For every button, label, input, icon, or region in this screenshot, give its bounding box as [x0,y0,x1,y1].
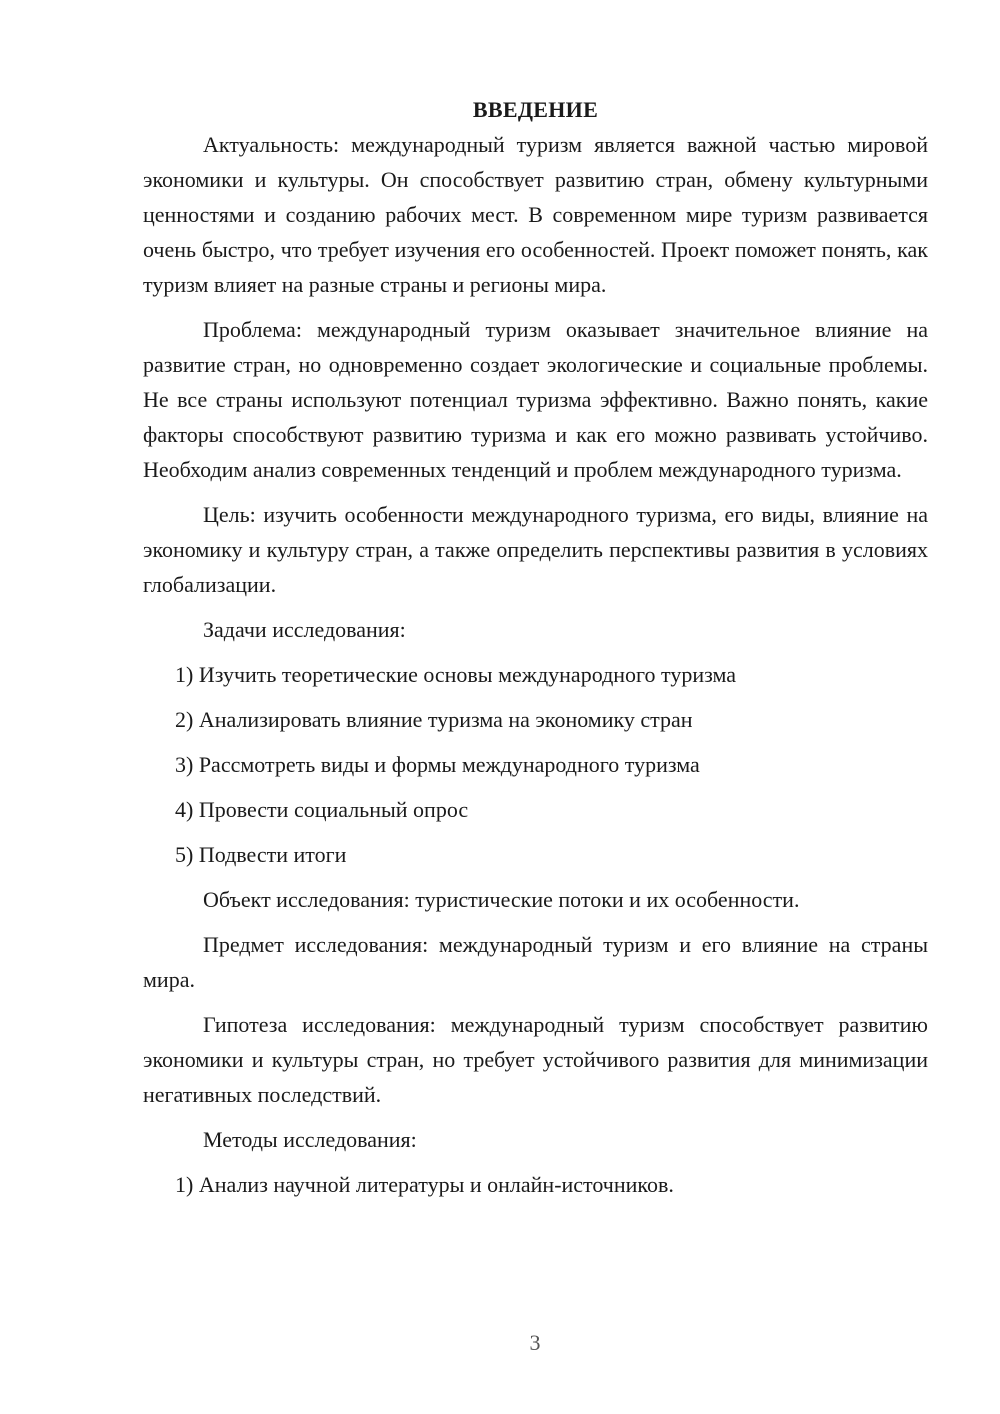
task-item-1: 1) Изучить теоретические основы международного туризма [175,662,737,687]
section-title: ВВЕДЕНИЕ [472,97,599,122]
task-item-3: 3) Рассмотреть виды и формы международного туризма [175,752,700,777]
paragraph-goal: Цель: изучить особенности международного туризма, его виды, влияние на экономику и культуру стран, а также определить перспективы развития в условиях глобализации. [143,502,928,597]
task-item-5: 5) Подвести итоги [175,842,347,867]
task-item-4: 4) Провести социальный опрос [175,797,469,822]
document-page [143,95,928,1212]
paragraph-subject: Предмет исследования: международный туризм и его влияние на страны мира. [143,932,928,992]
methods-heading: Методы исследования: [203,1127,417,1152]
tasks-heading: Задачи исследования: [203,617,406,642]
paragraph-relevance: Актуальность: международный туризм является важной частью мировой экономики и культуры. Он способствует развитию стран, обмену культурными ценностями и созданию рабочих мест. В современном мире туризм развивается очень быстро, что требует изучения его особенностей. Проект поможет понять, как туризм влияет на разные страны и регионы мира. [143,132,928,297]
paragraph-problem: Проблема: международный туризм оказывает значительное влияние на развитие стран, но одновременно создает экологические и социальные проблемы. Не все страны используют потенциал туризма эффективно. Важно понять, какие факторы способствуют развитию туризма и как его можно развивать устойчиво. Необходим анализ современных тенденций и проблем международного туризма. [143,317,928,482]
paragraph-hypothesis: Гипотеза исследования: международный туризм способствует развитию экономики и культуры стран, но требует устойчивого развития для минимизации негативных последствий. [143,1012,928,1107]
page-number: 3 [529,1330,541,1355]
paragraph-object: Объект исследования: туристические потоки и их особенности. [203,887,800,912]
method-item-1: 1) Анализ научной литературы и онлайн-источников. [175,1172,674,1197]
task-item-2: 2) Анализировать влияние туризма на экономику стран [175,707,693,732]
